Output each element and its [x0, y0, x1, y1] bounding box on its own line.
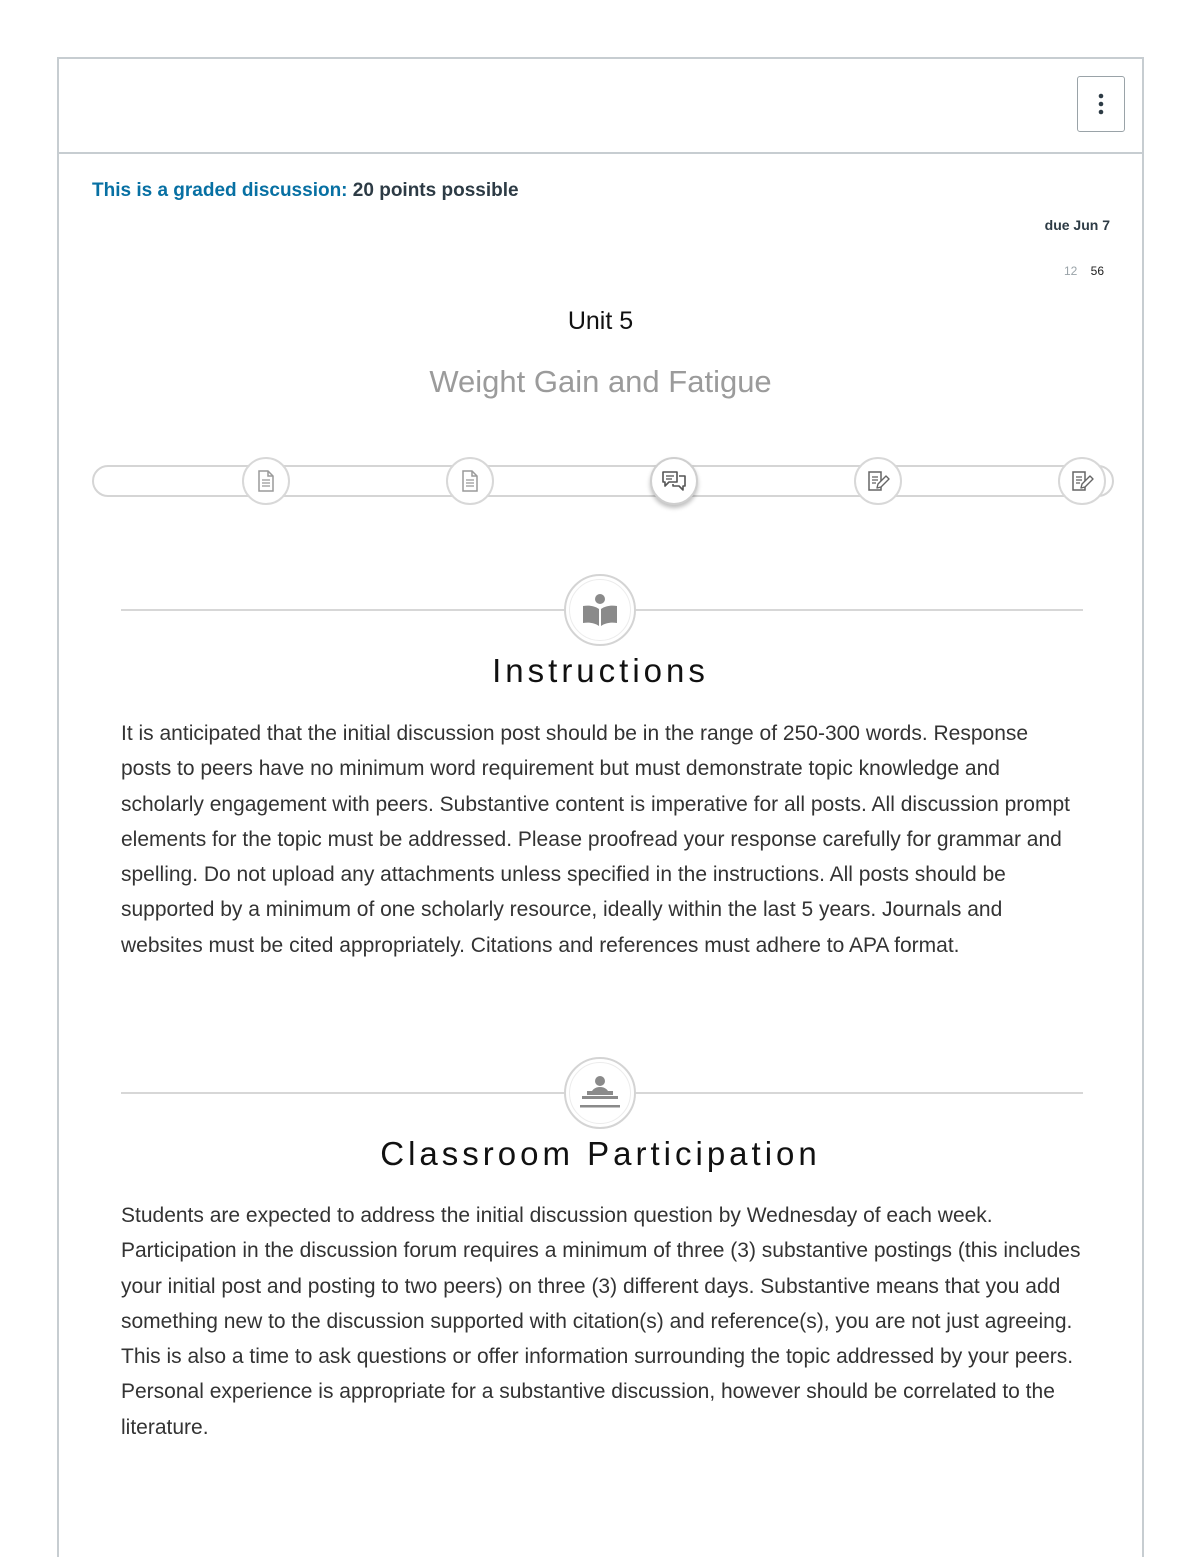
participation-title: Classroom Participation [380, 1135, 821, 1172]
progress-step-4[interactable] [854, 457, 902, 505]
counts [1064, 264, 1104, 278]
progress-step-2[interactable] [446, 457, 494, 505]
discussion-icon [661, 469, 687, 493]
graded-label: This is a graded discussion: [92, 180, 348, 201]
vertical-ellipsis-icon [1098, 93, 1104, 115]
due-date: due Jun 7 [1044, 217, 1110, 233]
instructions-body: It is anticipated that the initial discussion post should be in the range of 250-300 words. Response posts to peers have no minimum word requirement but must demonstrate topic knowledge and scholarly engagement with peers. Substantive content is imperative for all posts. All discussion prompt elements for the topic must be addressed. Please proofread your response carefully for grammar and spelling. Do not upload any attachments unless specified in the instructions. All posts should be supported by a minimum of one scholarly resource, ideally within the last 5 years. Journals and websites must be cited appropriately. Citations and references must adhere to APA format. [121, 722, 1070, 957]
document-icon [256, 469, 276, 493]
assignment-edit-icon [1070, 469, 1094, 493]
participation-body: Students are expected to address the initial discussion question by Wednesday of each week. Participation in the discussion forum requires a minimum of three (3) substantive postings (this includes your initial post and posting to two peers) on three (3) different days. Substantive means that you add something new to the discussion supported with citation(s) and reference(s), you are not just agreeing. This is also a time to ask questions or offer information surrounding the topic addressed by your peers. Personal experience is appropriate for a substantive discussion, however should be correlated to the literature. [121, 1204, 1081, 1439]
unit-title: Unit 5 [567, 307, 634, 335]
progress-step-3-current[interactable] [650, 457, 698, 505]
graded-discussion-note [92, 180, 519, 202]
document-icon [460, 469, 480, 493]
count-a: 12 [1063, 264, 1078, 278]
progress-step-5[interactable] [1058, 457, 1106, 505]
reader-book-icon [580, 592, 620, 628]
instructions-title: Instructions [492, 652, 709, 689]
classroom-desk-icon [578, 1075, 622, 1111]
assignment-edit-icon [866, 469, 890, 493]
instructions-icon-badge [564, 574, 636, 646]
count-b: 56 [1090, 264, 1104, 278]
more-options-button[interactable] [1077, 76, 1125, 132]
unit-subtitle: Weight Gain and Fatigue [429, 364, 772, 399]
discussion-frame [57, 57, 1144, 1557]
progress-step-1[interactable] [242, 457, 290, 505]
points-possible: 20 points possible [352, 180, 519, 201]
participation-icon-badge [564, 1057, 636, 1129]
header-bar [59, 59, 1142, 154]
